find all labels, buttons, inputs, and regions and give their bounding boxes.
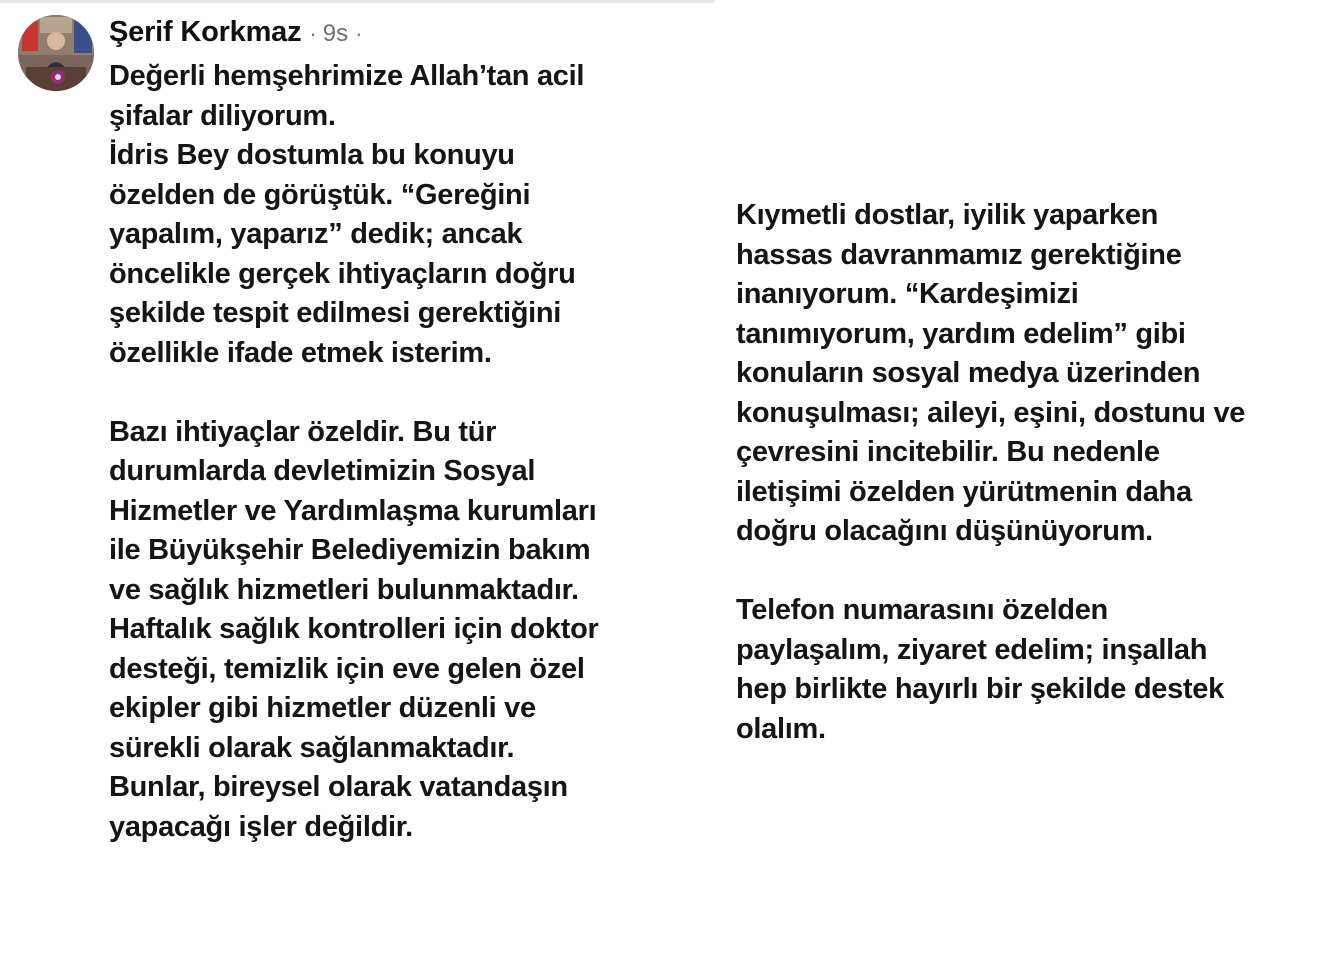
avatar[interactable]: [18, 15, 94, 91]
post-text-left-column: [109, 57, 709, 847]
text-line: durumlarda devletimizin Sosyal: [109, 455, 536, 487]
text-line: paylaşalım, ziyaret edelim; inşallah: [736, 633, 1208, 666]
text-line: inanıyorum. “Kardeşimizi: [736, 278, 1079, 310]
text-line: sürekli olarak sağlanmaktadır.: [109, 731, 515, 764]
author-name[interactable]: Şerif Korkmaz: [109, 16, 302, 48]
post-text-right-column: [736, 196, 1340, 749]
avatar-photo-icon: [18, 15, 94, 91]
top-divider: [0, 0, 714, 3]
text-line: Hizmetler ve Yardımlaşma kurumları: [109, 494, 597, 527]
post-paragraph: [109, 57, 709, 373]
post-paragraph: [109, 413, 709, 848]
text-line: çevresini incitebilir. Bu nedenle: [736, 436, 1160, 468]
text-line: hassas davranmamız gerektiğine: [736, 238, 1182, 271]
text-line: Bunlar, bireysel olarak vatandaşın: [109, 771, 568, 803]
post-timestamp[interactable]: 9s: [322, 20, 349, 47]
post-paragraph: [736, 196, 1340, 552]
text-line: özellikle ifade etmek isterim.: [109, 336, 492, 369]
text-line: özelden de görüştük. “Gereğini: [109, 178, 531, 211]
text-line: hep birlikte hayırlı bir şekilde destek: [736, 673, 1224, 705]
meta-separator: ·: [309, 21, 317, 46]
text-line: yapacağı işler değildir.: [109, 810, 413, 843]
text-line: ile Büyükşehir Belediyemizin bakım: [109, 534, 591, 566]
text-line: İdris Bey dostumla bu konuyu: [109, 139, 515, 171]
text-line: ve sağlık hizmetleri bulunmaktadır.: [109, 573, 579, 606]
text-line: Değerli hemşehrimize Allah’tan acil: [109, 60, 585, 92]
paragraph-gap: [736, 552, 1340, 592]
post-paragraph: [736, 591, 1340, 749]
text-line: desteği, temizlik için eve gelen özel: [109, 652, 585, 685]
text-line: konuşulması; aileyi, eşini, dostunu ve: [736, 396, 1246, 429]
text-line: olalım.: [736, 712, 826, 745]
paragraph-gap: [109, 373, 709, 413]
text-line: Telefon numarasını özelden: [736, 594, 1108, 626]
text-line: Haftalık sağlık kontrolleri için doktor: [109, 613, 599, 645]
text-line: Kıymetli dostlar, iyilik yaparken: [736, 199, 1159, 231]
text-line: iletişimi özelden yürütmenin daha: [736, 475, 1192, 508]
text-line: tanımıyorum, yardım edelim” gibi: [736, 317, 1186, 350]
text-line: ekipler gibi hizmetler düzenli ve: [109, 692, 536, 724]
text-line: öncelikle gerçek ihtiyaçların doğru: [109, 257, 576, 290]
post-header: [109, 16, 362, 54]
meta-separator-trailing: ·: [355, 21, 363, 46]
text-line: şekilde tespit edilmesi gerektiğini: [109, 297, 562, 329]
text-line: yapalım, yaparız” dedik; ancak: [109, 218, 523, 250]
text-line: doğru olacağını düşünüyorum.: [736, 515, 1153, 547]
text-line: Bazı ihtiyaçlar özeldir. Bu tür: [109, 415, 497, 448]
text-line: şifalar diliyorum.: [109, 99, 336, 132]
text-line: konuların sosyal medya üzerinden: [736, 357, 1201, 389]
